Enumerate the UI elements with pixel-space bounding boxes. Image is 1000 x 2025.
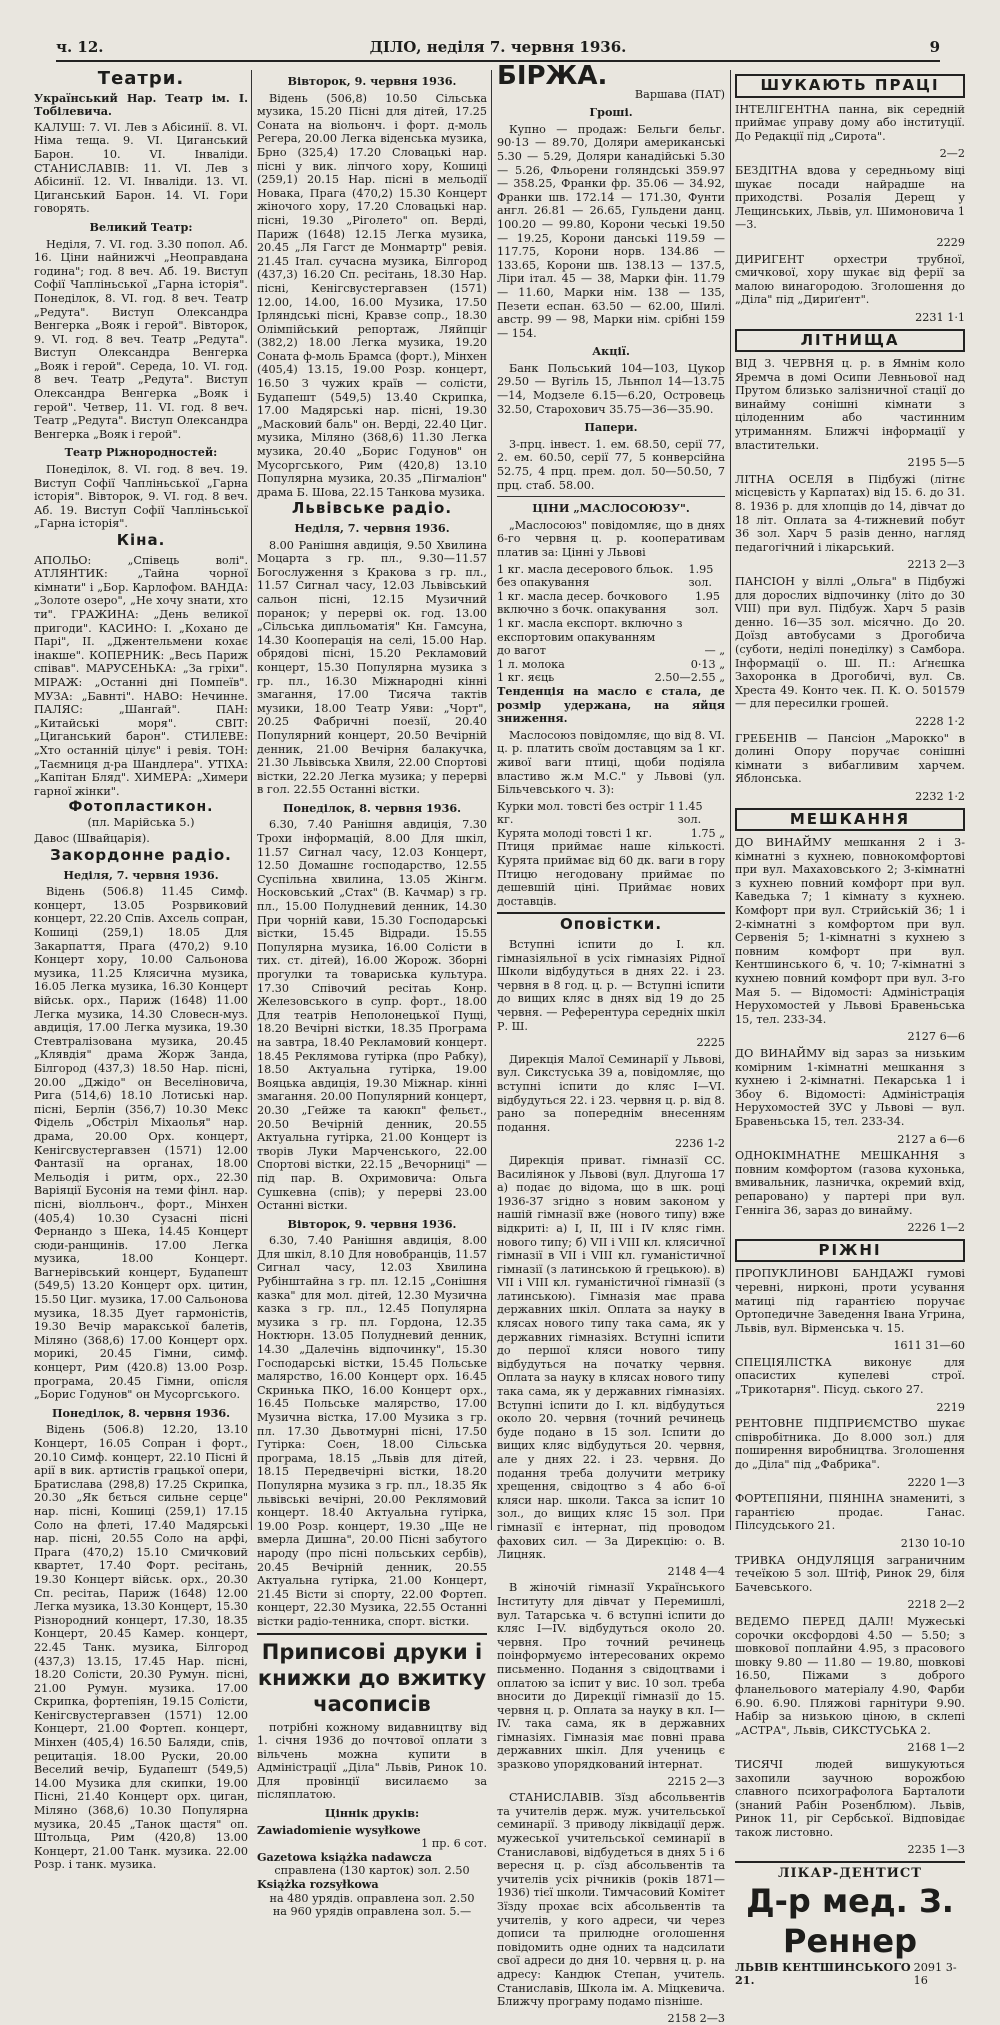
ad-code: 2226 1—2 [907,1221,965,1235]
column-1 [34,68,248,1872]
cinema-text: АПОЛЬО: „Співець волі". АТЛЯНТИК: „Тайна чорної кімнати" і „Бор. Карлофом. ВАНДА: „Золоте озеро", „Не хочу знати, хто ти". ГРАЖИНА: „День великої пригоди". КАСИНО: І. „Кохано де Парі", II. „Джентельмени кохає інакше". КОПЕРНИК: „Весь Париж співав". МАРУСЕНЬКА: „За гріхи". МІРАЖ: „Останні дні Помпеїв". МУЗА: „Бавнті". НАВО: Нечинне. ПАЛЯС: „Шангай". ПАН: „Китайські моря". СВІТ: „Циганський барон". СТИЛЕВЕ: „Хто останній цілує" і ревія. ТОН: „Таємниця д-ра Шандлера". УТІХА: „Капітан Бляд". ХИМЕРА: „Химери гарної жінки". [34,553,248,798]
price-item: Курята молоді товсті 1 кг. [497,826,653,840]
notice-text: Дирекція приват. гімназії СС. Василіянок у Львові (вул. Длугоша 17 а) подає до відома, що в шк. році 1936-37 згідно з новим законом у нашій гімназії вже (нового типу) вже відкриті: а) І, II, III і IV кляс гімн. нового типу; б) VII і VIII кл. клясичної гімназії в VII і VIII кл. гуманістичної гімназії (з латинською й грецькою). в) VII і VIII кл. гуманістичної гімназії (з латинською). Гімназія має права державних шкіл. Оплата за науку в клясах нового типу така сама, як у державних гімназіях. Вступні іспити до першої кляси нового типу відбудуться на початку червня. Оплата за науку в клясах нового типу така сама, як у державних гімназіях. Вступні іспити до І. кл. відбудуться около 20. червня (точний речинець буде подано в 15 зол. Іспити до вищих кляс відбудуться 20. червня, але у днях 22. і 23. червня. До подання треба долучити метрику хрещення, свідоцтво з 4 або 6-ої кляси нар. школи. Такса за іспит 10 зол., до вищих кляс 15 зол. При гімназії є інтернат, під проводом фахових сил. — За Дирекцію: о. В. Лицняк. [497,1153,725,1562]
price-item: 1 кг. яєць [497,671,555,685]
lviv-radio-mon-title: Понеділок, 8. червня 1936. [282,800,462,815]
column-rule [251,70,252,1530]
ad-code: 2231 1·1 [915,310,965,324]
classified-ad: РЕНТОВНЕ ПІДПРИЄМСТВО шукає співробітника. До 8.000 зол.) для поширення виробництва. Зголошення до „Діла" під „Фабрика". [735,1417,965,1472]
price-value: 1.95 зол. [695,589,720,617]
classified-ad: ДИРИГЕНТ орхестри трубної, смичкової, хору шукає від ферії за малою винагородою. Зголошення до „Діла" під „Дириґент". [735,252,965,307]
price-item: 1 кг. масла експорт. включно з експортовим опакуванням [497,616,683,644]
intl-radio-sun-text: Відень (506.8) 11.45 Симф. концерт, 13.05 Розрвиковий концерт, 22.20 Спів. Ахсель сопран, Кошиці (259,1) 18.05 Для Закарпаття, Прага (470,2) 9.10 Концерт хору, 10.00 Сальонова музика, 11.25 Клясична музика, 16.05 Легка музика, 16.30 Концерт військ. орх., Париж (1648) 11.00 Легка музика, 14.30 Словесн-муз. авдиція, 17.00 Легка музика, 19.30 Стевтралізована музика, 20.45 „Клявдія" драма Жорж Занда, Білгород (437,3) 18.50 Нар. пісні, 20.00 „Джідо" он Веселіновича, Рига (514,6) 18.10 Лотиські нар. пісні, Берлін (356,7) 10.30 Мекс Фідель „Обстріл Міхаолья" нар. драма, 20.00 Орх. концерт, Кенігсвустергавзен (1571) 12.00 Фантазії на органах, 18.00 Мельодія і ритм, орх., 22.30 Варіяції Бусонія на теми фінл. нар. пісні, віолльонч., форт., Мінхен (405,4) 10.30 Сузасні пісні Фернандо з Шека, 14.45 Концерт сюди-ранщинів. 17.00 Легка музика, 18.00 Концерт. Вагнерівський концерт, Будапешт (549,5) 13.20 Концерт орх. цитин, 15.50 Циг. музика, 17.00 Сальонова музика, 18.35 Дует гармоністів, 19.30 Вечір маракської балетів, Міляно (368,6) 17.00 Концерт орх. морикі, 20.45 Гімни, симф. концерт, Рим (420.8) 13.00 Розр. програма, 20.45 Гімни, опісля „Борис Годунов" он Мусоргського. [34,885,248,1402]
print-ad-item-name: Gazetowa książka nadawcza [257,1849,432,1864]
price-row [497,800,725,827]
classified-ad: СПЕЦІЯЛІСТКА виконує для опасистих купелеві строї. „Трикотарня". Пісуд. ського 27. [735,1355,965,1397]
photoplastikon-title: Фотопластикон. [68,799,214,816]
theaters-title: Театри. [97,68,185,89]
notice-code: 2148 4—4 [667,1564,725,1578]
dentist-name: Д-р мед. З. Реннер [746,1881,954,1960]
bonds-title: Папери. [584,420,638,435]
ad-code: 1611 31—60 [893,1339,965,1353]
ad-code: 2219 [936,1400,965,1414]
price-value: 1.95 зол. [688,562,714,590]
exchange-source: Варшава (ПАТ) [634,87,725,101]
classified-ad: ПАНСІОН у віллі „Ольга" в Підбужі для дорослих відпочинку (літо до 30 VIII) при вул. Підбуж. Харч 5 разів денно. 16—35 зол. місячно. До 20. Доїзд автобусами з Дрогобича (суботи, неділі понеділку) з Самбора. Інформації о. Ш. П.: Аґнєшка Захоронка в Дрогобичі, вул. Св. Хреста 49. Конто чек. П. К. О. 501579 — для пересилки грошей. [735,575,965,711]
maslosoyuz-chick-intro: Маслосоюз повідомляє, що від 8. VI. ц. р. платить своїм доставцям за 1 кг. живої ваги птиці, щоби подіяла властиво ж.м М.С." у Львові (ул. Більчевського ч. 3): [497,728,725,797]
col2-radio-tue-text: Відень (506,8) 10.50 Сільська музика, 15.20 Пісні для дітей, 17.25 Соната на віольонч. і форт. д-моль Регера, 20.00 Легка віденська музика, Брно (325,4) 17.20 Словацькі нар. пісні у вик. ліпчого хору, Кошиці (259,1) 20.15 Нар. пісні в мельодії Новака, Прага (470,2) 15.30 Концерт жіночого хору, 17.20 Словацькі нар. пісні, 19.30 „Ріголето" оп. Верді, Париж (1648) 12.15 Легка музика, 20.45 „Ля Гагст де Монмартр" ревія. 21.45 Італ. сучасна музика, Білгород (437,3) 16.20 Сп. ресітань, 18.30 Нар. пісні, Кенігсвустергавзен (1571) 12.00, 14.00, 16.00 Музика, 17.50 Ірляндські пісні, Кравзе сопр., 18.30 Олімпійський репортаж, Ляйпціг (382,2) 18.00 Легка музика, 19.20 Соната ф-моль Брамса (форт.), Мінхен (405,4) 13.15, 19.00 Розр. концерт, 16.50 З чужих країв — солісти, Будапешт (549,5) 13.40 Скрипка, 17.00 Мадярські нар. пісні, 19.30 „Масковий баль" он. Верді, 22.40 Циг. музика, Міляно (368,6) 11.30 Легка музика, 20.40 „Борис Годунов" он Мусоргського, Рим (420,8) 13.10 Популярна музика, 20.35 „Пігмаліон" драма Б. Шова, 22.15 Танкова музика. [257,91,487,499]
print-ad-item [257,1878,487,1892]
price-item: до вагот [497,644,546,658]
classified-ad: ТИСЯЧІ людей вишукуються захопили заучною ворожбою славного психографолога Барталоти (знаний Рабін Розенблюм). Львів, Ринок 11, ріг Сербської. Відповідає також листовно. [735,1757,965,1839]
price-item: 1 л. молока [497,657,565,671]
price-value: 0·13 „ [690,657,725,671]
classified-ad: ВІД 3. ЧЕРВНЯ ц. р. в Ямнім коло Яремча в домі Осипи Левньової над Прутом близько залізничної стації до винайму сонішні кімнати з цілоденним або частинним утриманням. Ближчі інформації у властительки. [735,357,965,452]
divider [497,496,725,497]
ad-code: 2235 1—3 [907,1843,965,1857]
classified-ad: БЕЗДІТНА вдова у середньому віці шукає посади найрадше на приходстві. Розалія Дерещ у Лещинських, Львів, ул. Шимоновича 1—3. [735,163,965,232]
page-number: 9 [929,38,940,56]
divider [257,1633,487,1635]
price-row [497,658,725,672]
intl-radio-sun-title: Неділя, 7. червня 1936. [63,867,219,882]
summer-title: ЛІТНИЩА [735,329,965,353]
price-item: 1 кг. масла десерового бльок. без опакування [497,562,674,590]
column-3 [497,61,725,2025]
print-ad-item-price: 1 пр. 6 сот. [421,1837,487,1851]
print-ad-price-title: Ціннік друків: [324,1806,420,1821]
ad-code: 2232 1·2 [915,789,965,803]
ad-code: 2218 2—2 [907,1598,965,1612]
classified-ad: ДО ВИНАЙМУ мешкання 2 і 3-кімнатні з кухнею, повнокомфортові при вул. Махаховського 2; 3-кімнатні з кухнею повний комфорт при вул. Каведька 7; 1 кімнату з кухнею. Комфорт при вул. Стрийській 36; 1 і 2-кімнатні з комфортом при вул. Сервенія 5; 1-кімнатні з кухнею з повним комфорт при вул. Кентшинського 6, ч. 10; 7-кімнатні з кухнею повний комфорт при вул. 3-го Мая 5. — Відомості: Адміністрація Нерухомостей у Львові Бравеньська 15, тел. 233-34. [735,836,965,1026]
lviv-radio-mon-text: 6.30, 7.40 Ранішня авдиція, 7.30 Трохи інформацій, 8.00 Для шкіл, 11.57 Сигнал часу, 12.03 Концерт, 12.50 Домашнє господарство, 12.55 Суспільна хвилина, 13.05 Жінгм. Носковський „Стах" (В. Качмар) з гр. пл., 15.00 Полудневий денник, 14.30 При чорній кави, 15.30 Господарські вістки, 15.45 Відради. 15.55 Популярна музика, 16.00 Солісти в тих. ст. дітей), 16.00 Жорож. Зборні прогулки та товариська культура. 17.30 Співочий ресітаь Конр. Железовського в супр. форт., 18.00 Для театрів Неполонецької Пущі, 18.20 Вечірні вістки, 18.35 Програма на завтра, 18.40 Рекламовий концерт. 18.45 Реклямова гутірка (про Рабку), 18.50 Актуальна гутірка, 19.00 Вояцька авдиція, 19.30 Міжнар. кінні змагання. 20.00 Популярний концерт, 20.30 „Гейже та каюкп" фельєт., 20.50 Вечірній денник, 20.55 Актуальна гутірка, 21.00 Концерт із творів Луки Марченського, 22.00 Спортові вістки, 22.15 „Вечорниці" — під пар. В. Охримовича: Ольга Сушкевна (спів); у перерві 23.00 Останні вістки. [257,818,487,1213]
classified-ad: ВЕДЕМО ПЕРЕД ДАЛІ! Мужеські сорочки оксфордові 4.50 — 5.50; з шовкової поплайни 4.95, з прасового шовку 9.80 — 11.80 — 19.80, шовкові 16.50, Піжами з доброго фланельового матеріалу 4.90, Фарби 6.90. 6.90. Пляжові гарнітури 9.90. Набір за низькою ціною, в склепі „АСТРА", Львів, СИКСТУСЬКА 2. [735,1614,965,1737]
classified-ad: ГРЕБЕНІВ — Пансіон „Марокко" в долині Опору поручає сонішні кімнати з вибагливим харчем. Яблонська. [735,731,965,786]
classified-ad: ФОРТЕПІЯНИ, ПІЯНІНА знамениті, з гарантією продає. Ганас. Пілсудського 21. [735,1492,965,1533]
maslosoyuz-chick-outro: Птиця приймає наше кількості. Курята приймає від 60 дк. ваги в гору Птицю негодовану приймає по дешевшій ціні. Приймає нових доставців. [497,840,725,908]
print-ad-title: Приписові друки і книжки до вжитку часописів [257,1639,487,1716]
divider [497,912,725,914]
column-rule [491,70,492,1530]
maslosoyuz-tendency: Тенденція на масло є стала, де розмір удержана, на яйця зниження. [497,683,725,726]
classified-ad: ДО ВИНАЙМУ від зараз за низьким комірним 1-кімнатні мешкання з кухнею і 2-кімнатні. Пекарська 1 і Збоу 6. Відомості: Адміністрація Нерухомостей ЗУС у Львові — вул. Бравеньська 15, тел. 233-34. [735,1047,965,1128]
notice-code: 2158 2—3 [667,2011,725,2025]
dentist-code: 2091 3-16 [913,1960,957,1988]
notice-text: Вступні іспити до І. кл. гімназіяльної в усіх гімназіях Рідної Школи відбудуться в днях 22. і 23. червня в 8 год. ц. р. — Вступні іспити до вищих кляс в днях від 19 до 25 червня. — Референтура середніх шкіл Р. Ш. [497,938,725,1033]
work-title: ШУКАЮТЬ ПРАЦІ [735,74,965,98]
maslosoyuz-intro: „Маслосоюз" повідомляє, що в днях 6-го червня ц. р. кооперативам платив за: Цінні у Львові [497,518,725,559]
exchange-title: БІРЖА. [497,61,608,91]
price-value: 1.75 „ [690,826,725,840]
price-value: — „ [704,644,725,658]
price-item: Курки мол. товсті без остріг 1 кг. [497,799,676,827]
great-theater-text: Неділя, 7. VI. год. 3.30 попол. Аб. 16. Ціни найнижчі „Неоправдана година"; год. 8 веч. Аб. 19. Виступ Софії Чапліньської „Гарна історія". Понеділок, 8. VI. год. 8 веч. Театр „Редута". Виступ Олександра Венгерка „Вояк і герой". Вівторок, 9. VI. год. 8 веч. Театр „Редута". Виступ Олександра Венгерка „Вояк і герой". Середа, 10. VI. год. 8 веч. Театр „Редута". Виступ Олександра Венгерка „Вояк і герой". Четвер, 11. VI. год. 8 веч. Театр „Редута". Виступ Олександра Венгерка „Вояк і герой". [34,237,248,441]
print-ad-item-name: на 480 урядів. оправлена зол. 2.50 [269,1891,475,1905]
price-value: 2.50—2.55 „ [654,671,725,685]
ad-code: 2220 1—3 [907,1475,965,1489]
print-ad-item-name: на 960 урядів оправлена зол. 5.— [272,1905,472,1919]
photoplastikon-text: Давос (Швайцарія). [34,832,150,846]
ad-code: 2228 1·2 [915,714,965,728]
ad-code: 2168 1—2 [907,1741,965,1755]
lviv-radio-sun-text: 8.00 Ранішня авдиція, 9.50 Хвилина Моцарта з гр. пл., 9.30—11.57 Богослуження з Кракова з гр. пл., 11.57 Сигнал часу, 12.03 Львівський сальон пісні, 12.15 Музичний поранок; у перерві ок. год. 13.00 „Сільська дипльоматія" Кн. Гамсуна, 14.30 Кооперація на селі, 15.00 Нар. обрядові пісні, 15.20 Рекламовий концерт, 15.30 Популярна музика з гр. пл., 16.30 Міжнародні кінні змагання, 17.00 Тисяча тактів музики, 18.00 Театр Уяви: „Чорт", 20.25 Фабричні поезії, 20.40 Популярний концерт, 20.50 Вечірній денник, 21.00 Вечірня балакучка, 21.30 Львівська Хвиля, 22.00 Спортові вістки, 22.20 Легка музика; у перерві в гол. 22.55 Останні вістки. [257,538,487,797]
ad-code: 2195 5—5 [907,456,965,470]
issue-number: ч. 12. [56,38,104,56]
lviv-radio-sun-title: Неділя, 7. червня 1936. [294,521,450,535]
notice-text: Дирекція Малої Семинарії у Львові, вул. Сикстуська 39 а, повідомляє, що вступні іспити до кляс І—VI. відбудуться 22. і 23. червня ц. р. від 8. рано за попереднім внесенням подання. [497,1052,725,1134]
stock-title: Акції. [592,344,630,359]
classified-ad: ПРОПУКЛИНОВІ БАНДАЖІ гумові черевні, нирконі, проти усування матиці під гарантією поручає Ортопедичне Заведення Івана Угрина, Львів, вул. Вірменська ч. 15. [735,1267,965,1335]
money-text: Купно — продаж: Бельги бельг. 90·13 — 89.70, Доляри американські 5.30 — 5.29, Доляри канадійські 5.30 — 5.26, Фльорени голяндські 359.97 — 358.25, Франки фр. 35.06 — 34.92, Франки шв. 172.14 — 171.30, Фунти англ. 26.81 — 26.65, Гульдени данц. 100.20 — 99.80, Корони чеські 19.50 — 19.25, Корони данські 119.59 — 117.75, Корони норв. 134.86 — 133.65, Корони шв. 138.13 — 137.5, Ліри італ. 45 — 38, Марки фін. 11.79 — 11.60, Марки нім. 138 — 135, Пезети еспан. 63.50 — 62.00, Шилі. австр. 99 — 98, Марки нім. срібні 159 — 154. [497,122,725,340]
maslosoyuz-title: ЦІНИ „МАСЛОСОЮЗУ". [532,501,690,516]
print-ad-item [257,1851,487,1865]
print-ad-item [257,1824,487,1838]
column-2 [257,70,487,1919]
photoplastikon-addr: (пл. Марійська 5.) [87,815,195,829]
notice-text: СТАНИСЛАВІВ. Зїзд абсольвентів та учителів держ. муж. учительської семинарії. З приводу ліквідації держ. мужеської учительської семинарії в Станиславові, відбудеться в днях 5 і 6 вересня ц. р. сїзд абсольвентів та учителів усіх річників (років 1871—1936) тієї школи. Тимчасовий Комітет Зїзду прохає всіх абсольвентів та учителів, у кого адреси, чи через дописи та прилюдне оголошення повідомить одне одних та надсилати свої адреси до дня 10. червня ц. р. на адресу: Кандюк Степан, учитель. Станиславів, Школа ім. А. Міцкевича. Ближчу програму подамо пізніше. [497,1791,725,2009]
notice-code: 2215 2—3 [667,1774,725,1788]
intl-radio-title: Закордонне радіо. [50,846,232,865]
cinema-title: Кіна. [116,531,166,549]
print-ad-text: потрібні кожному видавництву від 1. січня 1936 до почтової оплати з вільчень можна купити в Адміністрації „Діла" Львів, Ринок 10. Для провінції висилаємо за післяплатою. [257,1720,487,1802]
variety-theater-title: Театр Ріжнородностей: [64,445,218,460]
intl-radio-mon-text: Відень (506.8) 12.20, 13.10 Концерт, 16.05 Сопран і форт., 20.10 Симф. концерт, 22.10 Пісні й арії в вик. артистів грацької опери, Братислава (298,8) 17.25 Скрипка, 20.30 „Як бється сильне серце" нар. пісні, Кошиці (259,1) 17.15 Соло на флеті, 17.40 Мадярські нар. пісні, 20.55 Соло на арфі, Прага (470,2) 15.10 Смичковий квартет, 17.40 Форт. ресітань, 19.30 Концерт військ. орх., 20.30 Сп. ресітаь, Париж (1648) 12.00 Легка музика, 13.30 Концерт, 15.30 Різнородний концерт, 17.30, 18.35 Концерт, 20.45 Камер. концерт, 22.45 Танк. музика, Білгород (437,3) 13.15, 17.45 Нар. пісні, 18.20 Солісти, 20.30 Румун. пісні, 21.00 Румун. музика. 17.00 Скрипка, фортепіян, 19.15 Солісти, Кенігсвустергавзен (1571) 12.00 Концерт, 21.00 Фортеп. концерт, Мінхен (405,4) 16.50 Баляди, спів, рецитація. 18.00 Руски, 20.00 Веселий вечір, Будапешт (549,5) 14.00 Музика для скипки, 19.00 Пісні, 21.40 Концерт орх. циган, Міляно (368,6) 10.30 Популярна музика, 20.45 „Танок щастя" оп. Штольца, Рим (420,8) 13.00 Концерт, 21.00 Танк. музика. 22.00 Розр. і танк. музика. [34,1423,248,1872]
col2-radio-tue-title: Вівторок, 9. червня 1936. [287,74,457,88]
ad-code: 2130 10-10 [900,1537,965,1550]
ad-code: 2213 2—3 [907,558,965,572]
dentist-address: ЛЬВІВ КЕНТШИНСЬКОГО 21. [735,1959,911,1988]
print-ad-item-name: справлена (130 карток) зол. 2.50 [274,1864,470,1878]
price-row [497,590,725,617]
classified-ad: ОДНОКІМНАТНЕ МЕШКАННЯ з повним комфортом (газова кухонька, вмивальник, лазничка, окремий вхід, репаровано) у партері при вул. Генніга 36, зараз до винайму. [735,1149,965,1217]
notices-title: Оповістки. [559,915,663,934]
bonds-text: 3-прц. інвест. 1. ем. 68.50, серії 77, 2. ем. 60.50, серії 77, 5 конверсійна 52.75, 4 прц. прем. дол. 50—50.50, 7 прц. стаб. 58.00. [497,437,725,492]
price-row [497,827,725,841]
lviv-radio-tue-text: 6.30, 7.40 Ранішня авдиція, 8.00 Для шкіл, 8.10 Для новобранців, 11.57 Сигнал часу, 12.03 Хвилина Рубінштайна з гр. пл. 12.15 „Сонішня казка" для мол. дітей, 12.30 Музична казка з гр. пл., 12.45 Популярна музика з гр. пл. Гордона, 12.35 Ноктюрн. 13.05 Полудневий денник, 14.30 „Далечінь відпочинку", 15.30 Господарські вістки, 15.45 Польське малярство, 16.00 Концерт орх. 16.45 Скринька ПКО, 16.00 Концерт орх., 16.45 Польське малярство, 17.00 Музична вістка, 17.00 Музика з гр. пл. 17.30 Дьвотмурні пісні, 17.50 Гутірка: Соєн, 18.00 Сільська програма, 18.15 „Львів для дітей, 18.15 Передвечірні вістки, 18.20 Популярна музика з гр. пл., 18.35 Як львівські вечірні, 20.00 Реклямовий концерт. 18.40 Актуальна гутірка, 19.00 Розр. концерт, 19.30 „Ще не вмерла Дишна", 20.00 Пісні забутого народу (про пісні польських сербів), 20.45 Вечірній денник, 20.55 Актуальна гутірка, 21.00 Концерт, 21.45 Вісти зі спорту, 22.00 Фортеп. концерт, 22.30 Музика, 22.55 Останні вістки радіо-тенника, спорт. вістки. [257,1234,487,1628]
dentist-title: ЛІКАР-ДЕНТИСТ [778,1866,922,1882]
ad-code: 2229 [936,235,965,249]
housing-title: МЕШКАННЯ [735,808,965,832]
intl-radio-mon-title: Понеділок, 8. червня 1936. [51,1405,231,1420]
classified-ad: ЛІТНА ОСЕЛЯ в Підбужі (літнє місцевість у Карпатах) від 15. 6. до 31. 8. 1936 р. для хлопців до 14, дівчат до 18 літ. Оплата за 4-тижневий побут 36 зол. Харч 5 разів денно, нагляд педагогічний і лікарський. [735,472,965,554]
masthead-date: ДІЛО, неділя 7. червня 1936. [369,38,627,56]
ad-code: 2127 6—6 [907,1030,965,1044]
ukr-theater-title: Український Нар. Театр ім. І. Тобілевича. [34,90,248,119]
variety-theater-text: Понеділок, 8. VI. год. 8 веч. 19. Виступ Софії Чапліньської „Гарна історія". Вівторок, 9. VI. год. 8 веч. Аб. 19. Виступ Софії Чапліньської „Гарна історія". [34,463,248,531]
lviv-radio-title: Львівське радіо. [291,499,453,518]
dentist-footer [735,1961,965,1988]
notice-code: 2225 [696,1036,725,1050]
lviv-radio-tue-title: Вівторок, 9. червня 1936. [287,1216,457,1231]
column-4 [735,70,965,1988]
price-value: 1.45 зол. [677,799,703,827]
price-row [497,671,725,685]
price-item: 1 кг. масла десер. бочкового включно з бочк. опакування [497,589,668,617]
classified-ad: ІНТЕЛІГЕНТНА панна, вік середній приймає управу дому або інституції. До Редакції під „Сирота". [735,102,965,143]
money-title: Гроші. [589,105,633,120]
classified-ad: ТРИВКА ОНДУЛЯЦІЯ заграничним течеїкою 5 зол. Штіф, Ринок 29, біля Бачевського. [735,1553,965,1594]
print-ad-item-name: Książka rozsyłkowa [257,1877,379,1892]
price-row [497,563,725,590]
great-theater-title: Великий Театр: [89,219,193,234]
misc-title: РІЖНІ [735,1239,965,1263]
stock-text: Банк Польський 104—103, Цукор 29.50 — Вугіль 15, Льнпол 14—13.75—14, Модзеле 6.15—6.20, Островець 32.50, Старохович 35.75—36—35.90. [497,361,725,416]
page-header [56,38,940,62]
price-row [497,644,725,658]
notice-code: 2236 1-2 [674,1137,725,1151]
column-rule [730,70,731,1530]
ad-code: 2—2 [939,147,965,161]
ukr-theater-text: КАЛУШ: 7. VI. Лев з Абісинії. 8. VI. Німа теща. 9. VI. Циганський Барон. 10. VI. Інваліди. СТАНИСЛАВІВ: 11. VI. Лев з Абісинії. 12. VI. Інваліди. 13. VI. Циганський Барон. 14. VI. Гори говорять. [34,120,248,216]
print-ad-item-name: Zawiadomienie wysyłkowe [257,1822,421,1837]
ad-code: 2127 а 6—6 [897,1132,965,1146]
divider [735,1861,965,1863]
price-row [497,617,725,644]
notice-text: В жіночій гімназії Українського Інституту для дівчат у Перемишлі, вул. Татарська ч. 6 вступні іспити до кляс І—IV. відбудуться около 20. червня. Про точний речинець поінформуємо інтересованих окремо письменно. Подання з свідоцтвами і оплатою за іспит у вис. 10 зол. треба вносити до Дирекції гімназії до 15. червня ц. р. Оплата за науку в кл. І—IV. така сама, як в державних гімназіях. Гімназія має повні права державних шкіл. Для учениць є зразково упорядкований інтернат. [497,1581,725,1772]
